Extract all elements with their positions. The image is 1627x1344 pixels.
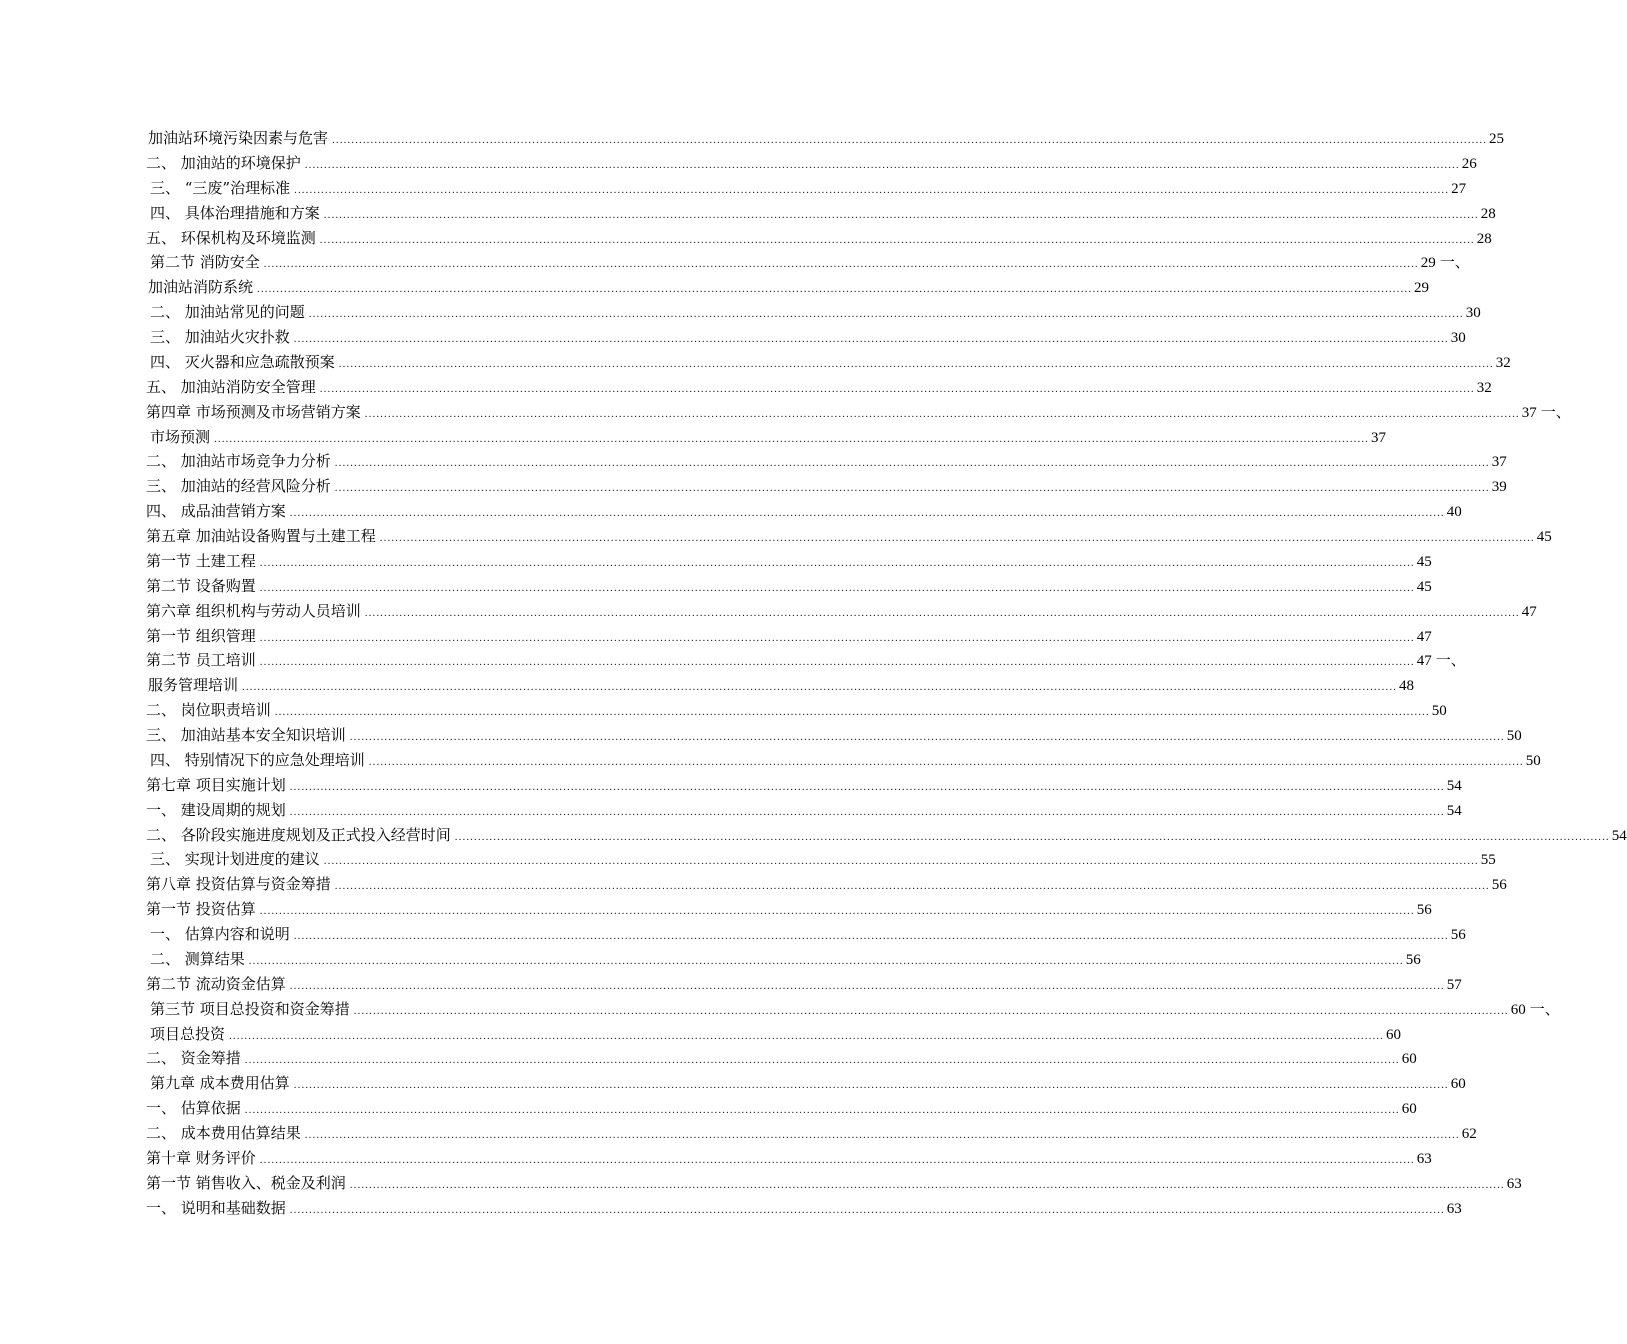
dot-leader: ............................................................................................................................................................................................................................................................................................................ — [364, 407, 1520, 420]
toc-entry-line — [146, 874, 1507, 894]
toc-entry-title: 一、 估算内容和说明 — [150, 925, 290, 943]
dot-leader: ............................................................................................................................................................................................................................................................................................................ — [293, 333, 1449, 345]
toc-entry — [0, 149, 1477, 174]
toc-entry — [0, 547, 1432, 572]
toc-entry — [0, 447, 1507, 472]
toc-entry — [0, 423, 1387, 448]
toc-entry-continuation: 一、 — [1529, 999, 1560, 1018]
toc-entry-page-number: 40 — [1446, 504, 1462, 521]
toc-entry-title: 四、 灭火器和应急疏散预案 — [150, 352, 335, 371]
toc-entry — [0, 497, 1462, 522]
toc-entry — [0, 1044, 1417, 1069]
toc-entry-page-number: 55 — [1480, 852, 1496, 869]
toc-entry-line — [150, 302, 1481, 322]
toc-entry-page-number: 60 — [1401, 1051, 1417, 1068]
toc-entry — [0, 995, 1560, 1020]
toc-entry — [0, 224, 1492, 249]
toc-entry-title: 第二节 设备购置 — [146, 576, 256, 595]
toc-entry — [0, 298, 1481, 323]
toc-entry-page-number: 45 — [1416, 553, 1432, 570]
toc-entry — [0, 1020, 1402, 1045]
toc-entry-line — [150, 949, 1421, 969]
toc-entry-line — [146, 825, 1627, 845]
toc-entry — [0, 174, 1467, 199]
dot-leader: ............................................................................................................................................................................................................................................................................................................ — [257, 283, 1413, 296]
toc-entry-continuation: 一、 — [1439, 253, 1470, 272]
dot-leader: ............................................................................................................................................................................................................................................................................................................ — [289, 979, 1445, 992]
dot-leader: ............................................................................................................................................................................................................................................................................................................ — [259, 905, 1415, 918]
toc-entry-title: 第二节 员工培训 — [146, 651, 256, 670]
dot-leader: ............................................................................................................................................................................................................................................................................................................ — [289, 805, 1445, 818]
toc-entry — [0, 398, 1571, 423]
toc-entry-line — [150, 750, 1541, 770]
dot-leader: ............................................................................................................................................................................................................................................................................................................ — [349, 731, 1505, 743]
toc-entry — [0, 845, 1496, 870]
toc-entry-title: 第一节 组织管理 — [146, 626, 256, 645]
dot-leader: ............................................................................................................................................................................................................................................................................................................ — [364, 606, 1520, 619]
dot-leader: ............................................................................................................................................................................................................................................................................................................ — [293, 1079, 1449, 1092]
toc-entry-line — [150, 999, 1560, 1019]
toc-entry — [0, 721, 1522, 746]
toc-entry-title: 第八章 投资估算与资金筹措 — [146, 875, 331, 894]
toc-entry-line — [146, 626, 1432, 646]
toc-entry — [0, 597, 1537, 622]
toc-entry-line — [146, 650, 1466, 670]
toc-entry-page-number: 27 — [1451, 180, 1467, 197]
dot-leader: ............................................................................................................................................................................................................................................................................................................ — [334, 482, 1490, 495]
toc-entry-line — [146, 153, 1477, 173]
toc-entry-page-number: 39 — [1491, 479, 1507, 496]
toc-entry-title: 二、 加油站的环境保护 — [146, 153, 301, 172]
toc-entry-title: 四、 具体治理措施和方案 — [150, 203, 320, 222]
toc-entry-line — [150, 203, 1496, 223]
toc-entry — [0, 248, 1470, 273]
toc-entry-title: 五、 加油站消防安全管理 — [146, 377, 316, 396]
toc-entry-title: 第二节 消防安全 — [150, 253, 260, 272]
toc-entry-page-number: 56 — [1450, 927, 1466, 943]
toc-entry-line — [150, 427, 1387, 447]
toc-entry — [0, 1144, 1432, 1169]
dot-leader: ............................................................................................................................................................................................................................................................................................................ — [323, 208, 1479, 221]
toc-entry-page-number: 48 — [1399, 678, 1415, 695]
toc-entry-line — [146, 899, 1432, 919]
toc-entry-title: 二、 资金筹措 — [146, 1049, 241, 1068]
toc-entry-line — [146, 800, 1462, 820]
toc-entry — [0, 622, 1432, 647]
toc-entry-line — [146, 526, 1552, 546]
toc-entry-title: 一、 建设周期的规划 — [146, 800, 286, 819]
dot-leader: ............................................................................................................................................................................................................................................................................................................ — [332, 134, 1488, 146]
toc-entry-title: 二、 岗位职责培训 — [146, 701, 271, 720]
toc-entry-page-number: 37 — [1371, 429, 1387, 446]
toc-entry-line — [146, 576, 1432, 596]
dot-leader: ............................................................................................................................................................................................................................................................................................................ — [248, 954, 1404, 967]
toc-entry-title: 三、 “三废”治理标准 — [150, 178, 291, 197]
toc-entry-title: 五、 环保机构及环境监测 — [146, 228, 316, 247]
toc-entry-line — [146, 228, 1492, 248]
toc-entry-page-number: 57 — [1446, 976, 1462, 993]
toc-entry-page-number: 30 — [1450, 330, 1466, 346]
toc-entry-line — [146, 974, 1462, 994]
toc-entry-page-number: 47 — [1521, 603, 1537, 620]
dot-leader: ............................................................................................................................................................................................................................................................................................................ — [304, 158, 1460, 171]
toc-entry — [0, 821, 1627, 846]
table-of-contents — [0, 124, 1627, 1219]
dot-leader: ............................................................................................................................................................................................................................................................................................................ — [338, 357, 1494, 370]
toc-entry — [0, 920, 1466, 945]
toc-entry-page-number: 56 — [1491, 877, 1507, 894]
toc-entry-title: 第四章 市场预测及市场营销方案 — [146, 402, 361, 421]
toc-entry-line — [146, 700, 1447, 720]
toc-entry — [0, 472, 1507, 497]
toc-entry-title: 二、 加油站市场竞争力分析 — [146, 452, 331, 471]
dot-leader: ............................................................................................................................................................................................................................................................................................................ — [244, 1054, 1400, 1067]
dot-leader: ............................................................................................................................................................................................................................................................................................................ — [289, 1203, 1445, 1216]
toc-entry — [0, 572, 1432, 597]
toc-entry — [0, 373, 1492, 398]
dot-leader: ............................................................................................................................................................................................................................................................................................................ — [289, 507, 1445, 520]
toc-entry-line — [146, 1148, 1432, 1168]
toc-entry — [0, 348, 1511, 373]
toc-entry-title: 第十章 财务评价 — [146, 1148, 256, 1167]
toc-entry-line — [146, 1048, 1417, 1068]
dot-leader: ............................................................................................................................................................................................................................................................................................................ — [353, 1004, 1509, 1017]
toc-entry — [0, 895, 1432, 920]
dot-leader: ............................................................................................................................................................................................................................................................................................................ — [334, 457, 1490, 470]
toc-entry-title: 三、 实现计划进度的建议 — [150, 850, 320, 869]
toc-entry-line — [150, 1073, 1466, 1093]
toc-entry — [0, 124, 1505, 149]
toc-entry-line — [146, 451, 1507, 471]
dot-leader: ............................................................................................................................................................................................................................................................................................................ — [289, 780, 1445, 793]
toc-entry — [0, 1169, 1522, 1194]
toc-entry-continuation: 一、 — [1435, 651, 1466, 670]
toc-entry-page-number: 26 — [1461, 155, 1477, 172]
toc-entry-line — [146, 501, 1462, 521]
toc-entry-title: 第一节 土建工程 — [146, 551, 256, 570]
dot-leader: ............................................................................................................................................................................................................................................................................................................ — [259, 631, 1415, 644]
dot-leader: ............................................................................................................................................................................................................................................................................................................ — [259, 656, 1415, 669]
dot-leader: ............................................................................................................................................................................................................................................................................................................ — [294, 183, 1450, 196]
toc-entry-title: 第三节 项目总投资和资金筹措 — [150, 999, 350, 1018]
toc-entry-title: 第二节 流动资金估算 — [146, 974, 286, 993]
toc-entry-title: 第九章 成本费用估算 — [150, 1074, 290, 1093]
toc-entry-line — [146, 402, 1571, 422]
toc-entry-line — [146, 601, 1537, 621]
toc-entry-page-number: 32 — [1476, 379, 1492, 396]
toc-entry-page-number: 32 — [1495, 354, 1511, 371]
toc-entry-page-number: 60 — [1450, 1076, 1466, 1093]
toc-entry-line — [146, 476, 1507, 496]
dot-leader: ............................................................................................................................................................................................................................................................................................................ — [214, 432, 1370, 445]
toc-entry — [0, 945, 1421, 970]
dot-leader: ............................................................................................................................................................................................................................................................................................................ — [274, 706, 1430, 719]
dot-leader: ............................................................................................................................................................................................................................................................................................................ — [259, 556, 1415, 569]
toc-entry — [0, 771, 1462, 796]
toc-entry — [0, 273, 1430, 298]
toc-entry-page-number: 54 — [1446, 777, 1462, 794]
toc-entry-title: 项目总投资 — [150, 1024, 226, 1043]
toc-entry-page-number: 37 — [1491, 454, 1507, 471]
toc-entry-line — [146, 1198, 1462, 1218]
toc-entry-page-number: 54 — [1446, 802, 1462, 819]
toc-entry-title: 第五章 加油站设备购置与土建工程 — [146, 527, 376, 545]
toc-entry — [0, 1119, 1477, 1144]
toc-entry-page-number: 29 — [1414, 280, 1430, 297]
toc-entry-line — [150, 178, 1467, 198]
dot-leader: ............................................................................................................................................................................................................................................................................................................ — [319, 382, 1475, 395]
toc-entry-title: 三、 加油站的经营风险分析 — [146, 477, 331, 496]
toc-entry-page-number: 60 — [1386, 1026, 1402, 1043]
dot-leader: ............................................................................................................................................................................................................................................................................................................ — [323, 855, 1479, 868]
dot-leader: ............................................................................................................................................................................................................................................................................................................ — [304, 1129, 1460, 1141]
dot-leader: ............................................................................................................................................................................................................................................................................................................ — [242, 681, 1398, 694]
toc-entry-title: 二、 测算结果 — [150, 949, 245, 968]
toc-entry-line — [146, 775, 1462, 795]
toc-entry-line — [150, 352, 1511, 372]
toc-entry-line — [146, 1123, 1477, 1143]
toc-entry-page-number: 37 — [1521, 404, 1537, 421]
toc-entry — [0, 970, 1462, 995]
toc-entry-title: 四、 成品油营销方案 — [146, 502, 286, 521]
toc-entry-title: 四、 特别情况下的应急处理培训 — [150, 750, 365, 769]
dot-leader: ............................................................................................................................................................................................................................................................................................................ — [263, 258, 1419, 271]
toc-entry-line — [148, 277, 1430, 297]
toc-entry — [0, 1194, 1462, 1219]
toc-entry-page-number: 47 — [1416, 628, 1432, 645]
toc-entry-title: 第一节 销售收入、税金及利润 — [146, 1173, 346, 1192]
toc-entry-page-number: 62 — [1461, 1126, 1477, 1142]
toc-entry — [0, 323, 1466, 348]
toc-entry-title: 一、 估算依据 — [146, 1099, 241, 1118]
dot-leader: ............................................................................................................................................................................................................................................................................................................ — [454, 830, 1610, 843]
toc-entry — [0, 1069, 1466, 1094]
toc-entry-page-number: 45 — [1536, 529, 1552, 545]
toc-entry-line — [146, 1098, 1417, 1118]
toc-entry-line — [146, 377, 1492, 397]
toc-entry-page-number: 25 — [1489, 131, 1505, 147]
toc-entry-page-number: 56 — [1416, 902, 1432, 919]
dot-leader: ............................................................................................................................................................................................................................................................................................................ — [319, 233, 1475, 246]
toc-entry-page-number: 29 — [1420, 255, 1436, 272]
dot-leader: ............................................................................................................................................................................................................................................................................................................ — [349, 1178, 1505, 1191]
toc-entry-line — [150, 924, 1466, 944]
toc-entry — [0, 646, 1466, 671]
dot-leader: ............................................................................................................................................................................................................................................................................................................ — [229, 1029, 1385, 1042]
toc-entry-page-number: 50 — [1525, 752, 1541, 769]
toc-entry-line — [148, 128, 1505, 148]
toc-entry-continuation: 一、 — [1540, 402, 1571, 421]
toc-entry-page-number: 63 — [1506, 1175, 1522, 1192]
toc-entry-page-number: 63 — [1416, 1150, 1432, 1167]
toc-entry-page-number: 60 — [1401, 1101, 1417, 1118]
toc-entry-title: 二、 成本费用估算结果 — [146, 1124, 301, 1142]
toc-entry — [0, 522, 1552, 547]
toc-entry-page-number: 47 — [1416, 653, 1432, 670]
toc-entry-page-number: 30 — [1465, 305, 1481, 322]
toc-entry-page-number: 60 — [1510, 1001, 1526, 1018]
toc-entry-title: 二、 加油站常见的问题 — [150, 303, 305, 322]
toc-entry-title: 服务管理培训 — [148, 676, 239, 695]
toc-entry-title: 二、 各阶段实施进度规划及正式投入经营时间 — [146, 825, 451, 844]
toc-entry-title: 第七章 项目实施计划 — [146, 775, 286, 794]
dot-leader: ............................................................................................................................................................................................................................................................................................................ — [259, 1153, 1415, 1166]
dot-leader: ............................................................................................................................................................................................................................................................................................................ — [379, 532, 1535, 544]
toc-entry-page-number: 63 — [1446, 1200, 1462, 1217]
toc-entry-title: 三、 加油站火灾扑救 — [150, 328, 290, 346]
toc-entry — [0, 671, 1415, 696]
toc-entry-page-number: 28 — [1476, 230, 1492, 247]
toc-entry — [0, 796, 1462, 821]
toc-entry-title: 三、 加油站基本安全知识培训 — [146, 726, 346, 744]
dot-leader: ............................................................................................................................................................................................................................................................................................................ — [368, 755, 1524, 768]
toc-entry — [0, 696, 1447, 721]
toc-entry-line — [146, 1173, 1522, 1193]
dot-leader: ............................................................................................................................................................................................................................................................................................................ — [244, 1104, 1400, 1117]
toc-entry-title: 第一节 投资估算 — [146, 900, 256, 919]
toc-entry-line — [146, 725, 1522, 745]
toc-entry-title: 加油站消防系统 — [148, 278, 254, 297]
toc-entry-page-number: 45 — [1416, 578, 1432, 595]
toc-entry-page-number: 28 — [1480, 205, 1496, 222]
toc-entry-title: 第六章 组织机构与劳动人员培训 — [146, 601, 361, 620]
toc-entry-title: 一、 说明和基础数据 — [146, 1198, 286, 1217]
toc-entry-line — [150, 849, 1496, 869]
toc-entry — [0, 199, 1496, 224]
toc-entry — [0, 746, 1541, 771]
dot-leader: ............................................................................................................................................................................................................................................................................................................ — [293, 930, 1449, 942]
toc-entry-line — [150, 327, 1466, 347]
dot-leader: ............................................................................................................................................................................................................................................................................................................ — [259, 581, 1415, 594]
toc-entry — [0, 870, 1507, 895]
toc-entry — [0, 1094, 1417, 1119]
toc-entry-title: 加油站环境污染因素与危害 — [148, 129, 329, 147]
toc-entry-line — [150, 252, 1470, 272]
toc-entry-line — [146, 551, 1432, 571]
dot-leader: ............................................................................................................................................................................................................................................................................................................ — [334, 880, 1490, 893]
toc-entry-page-number: 54 — [1611, 827, 1627, 844]
toc-entry-page-number: 50 — [1506, 728, 1522, 744]
toc-entry-line — [148, 675, 1415, 695]
toc-entry-page-number: 56 — [1405, 951, 1421, 968]
toc-entry-line — [150, 1024, 1402, 1044]
dot-leader: ............................................................................................................................................................................................................................................................................................................ — [308, 308, 1464, 321]
toc-entry-title: 市场预测 — [150, 427, 211, 446]
toc-entry-page-number: 50 — [1431, 703, 1447, 720]
